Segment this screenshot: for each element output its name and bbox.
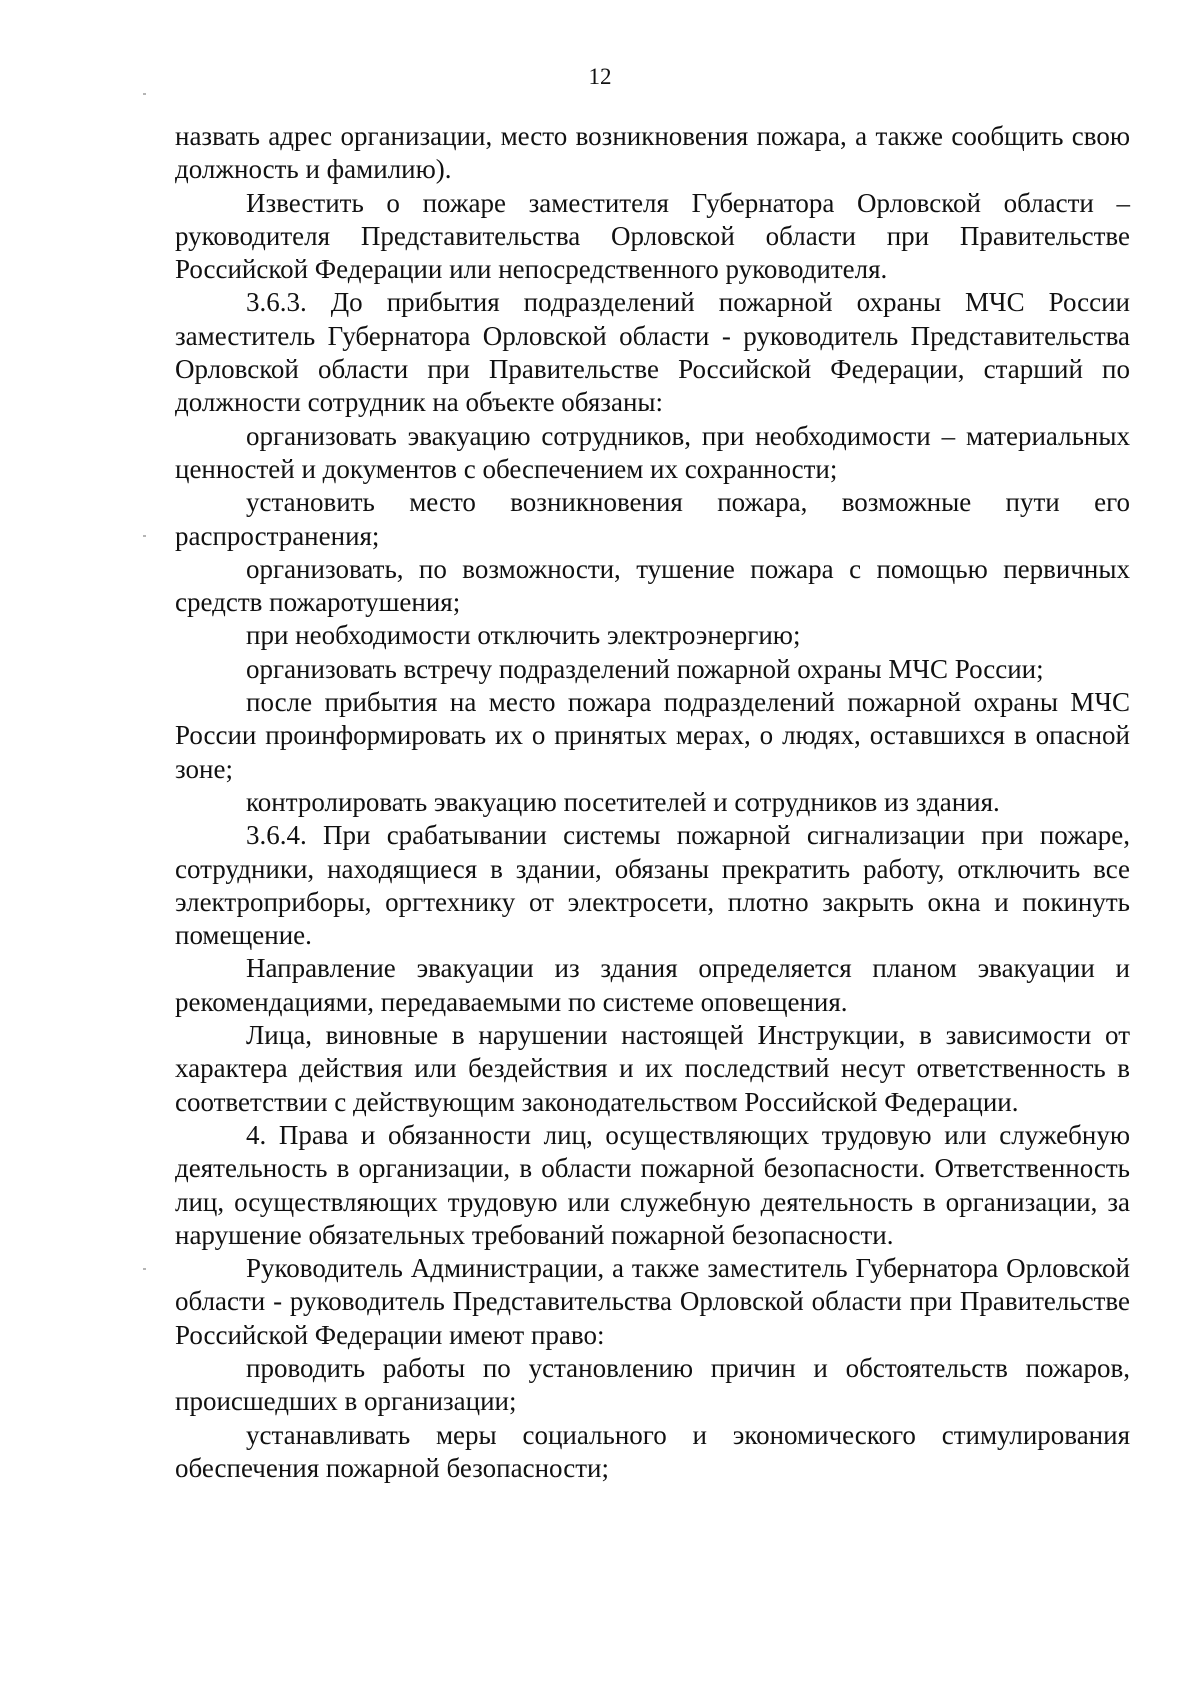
scan-margin-mark <box>143 1268 146 1270</box>
list-item-extinguish: организовать, по возможности, тушение пожара с помощью первичных средств пожаротушения; <box>175 553 1130 618</box>
paragraph-liability: Лица, виновные в нарушении настоящей Инструкции, в зависимости от характера действия или бездействия и их последствий несут ответственность в соответствии с действующим законодательством Российской Федерации. <box>175 1020 1130 1117</box>
paragraph-3-6-3: 3.6.3. До прибытия подразделений пожарной охраны МЧС России заместитель Губернатора Орловской области - руководитель Представительства Орловской области при Правительстве Российской Федерации, старший по должности сотрудник на объекте обязаны: <box>175 287 1130 418</box>
scan-margin-mark <box>143 535 146 537</box>
list-item-evacuation: организовать эвакуацию сотрудников, при необходимости – материальных ценностей и документов с обеспечением их сохранности; <box>175 420 1130 484</box>
list-item-investigate-fires: проводить работы по установлению причин и обстоятельств пожаров, происшедших в организации; <box>175 1352 1130 1417</box>
list-item-fire-origin: установить место возникновения пожара, возможные пути его распространения; <box>175 487 1130 551</box>
section-4-heading: 4. Права и обязанности лиц, осуществляющих трудовую или служебную деятельность в организации, в области пожарной безопасности. Ответственность лиц, осуществляющих трудовую или служебную деятельность в организации, за нарушение обязательных требований пожарной безопасности. <box>175 1119 1130 1250</box>
paragraph-rights-intro: Руководитель Администрации, а также заместитель Губернатора Орловской области - руководитель Представительства Орловской области при Правительстве Российской Федерации имеют право: <box>175 1253 1130 1350</box>
list-item-incentives: устанавливать меры социального и экономического стимулирования обеспечения пожарной безопасности; <box>175 1419 1130 1483</box>
list-item-control-evacuation: контролировать эвакуацию посетителей и сотрудников из здания. <box>246 786 1000 817</box>
page-number: 12 <box>588 64 612 89</box>
paragraph-continuation: назвать адрес организации, место возникновения пожара, а также сообщить свою должность и фамилию). <box>175 121 1130 185</box>
list-item-meet-firefighters: организовать встречу подразделений пожарной охраны МЧС России; <box>246 653 1044 684</box>
list-item-power-off: при необходимости отключить электроэнергию; <box>246 620 801 651</box>
paragraph-notify-deputy: Известить о пожаре заместителя Губернатора Орловской области – руководителя Представительства Орловской области при Правительстве Российской Федерации или непосредственного руководителя. <box>175 187 1130 285</box>
paragraph-evacuation-direction: Направление эвакуации из здания определяется планом эвакуации и рекомендациями, передаваемыми по системе оповещения. <box>175 953 1130 1017</box>
scan-margin-mark <box>143 93 146 95</box>
document-body <box>175 120 1130 1485</box>
paragraph-3-6-4: 3.6.4. При срабатывании системы пожарной сигнализации при пожаре, сотрудники, находящиеся в здании, обязаны прекратить работу, отключить все электроприборы, оргтехнику от электросети, плотно закрыть окна и покинуть помещение. <box>175 820 1130 951</box>
list-item-inform-firefighters: после прибытия на место пожара подразделений пожарной охраны МЧС России проинформировать их о принятых мерах, о людях, оставшихся в опасной зоне; <box>175 687 1130 784</box>
